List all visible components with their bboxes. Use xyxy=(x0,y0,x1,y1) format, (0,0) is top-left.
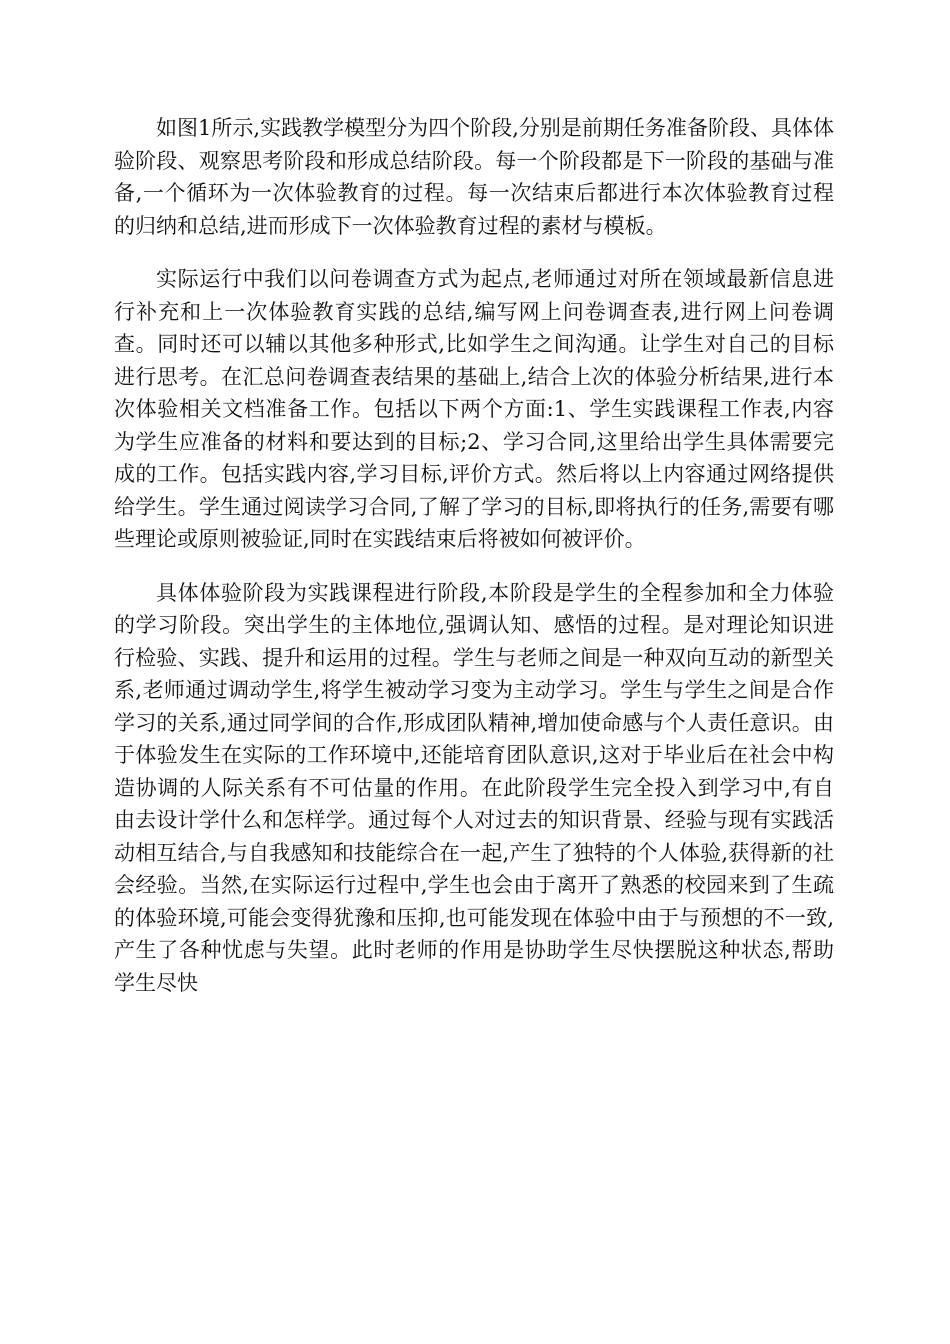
paragraph-experience-stage: 具体体验阶段为实践课程进行阶段,本阶段是学生的全程参加和全力体验的学习阶段。突出学生的主体地位,强调认知、感悟的过程。是对理论知识进行检验、实践、提升和运用的过程。学生与老师之间是一种双向互动的新型关系,老师通过调动学生,将学生被动学习变为主动学习。学生与学生之间是合作学习的关系,通过同学间的合作,形成团队精神,增加使命感与个人责任意识。由于体验发生在实际的工作环境中,还能培育团队意识,这对于毕业后在社会中构造协调的人际关系有不可估量的作用。在此阶段学生完全投入到学习中,有自由去设计学什么和怎样学。通过每个人对过去的知识背景、经验与现有实践活动相互结合,与自我感知和技能综合在一起,产生了独特的个人体验,获得新的社会经验。当然,在实际运行过程中,学生也会由于离开了熟悉的校园来到了生疏的体验环境,可能会变得犹豫和压抑,也可能发现在体验中由于与预想的不一致,产生了各种忧虑与失望。此时老师的作用是协助学生尽快摆脱这种状态,帮助学生尽快 xyxy=(114,580,834,995)
paragraph-questionnaire-process: 实际运行中我们以问卷调查方式为起点,老师通过对所在领域最新信息进行补充和上一次体验教育实践的总结,编写网上问卷调查表,进行网上问卷调查。同时还可以辅以其他多种形式,比如学生之间沟通。让学生对自己的目标进行思考。在汇总问卷调查表结果的基础上,结合上次的体验分析结果,进行本次体验相关文档准备工作。包括以下两个方面:1、学生实践课程工作表,内容为学生应准备的材料和要达到的目标;2、学习合同,这里给出学生具体需要完成的工作。包括实践内容,学习目标,评价方式。然后将以上内容通过网络提供给学生。学生通过阅读学习合同,了解了学习的目标,即将执行的任务,需要有哪些理论或原则被验证,同时在实践结束后将被如何被评价。 xyxy=(114,267,834,551)
document-body xyxy=(114,112,834,1020)
paragraph-stage-overview: 如图1所示,实践教学模型分为四个阶段,分别是前期任务准备阶段、具体体验阶段、观察思考阶段和形成总结阶段。每一个阶段都是下一阶段的基础与准备,一个循环为一次体验教育的过程。每一次结束后都进行本次体验教育过程的归纳和总结,进而形成下一次体验教育过程的素材与模板。 xyxy=(114,116,834,238)
